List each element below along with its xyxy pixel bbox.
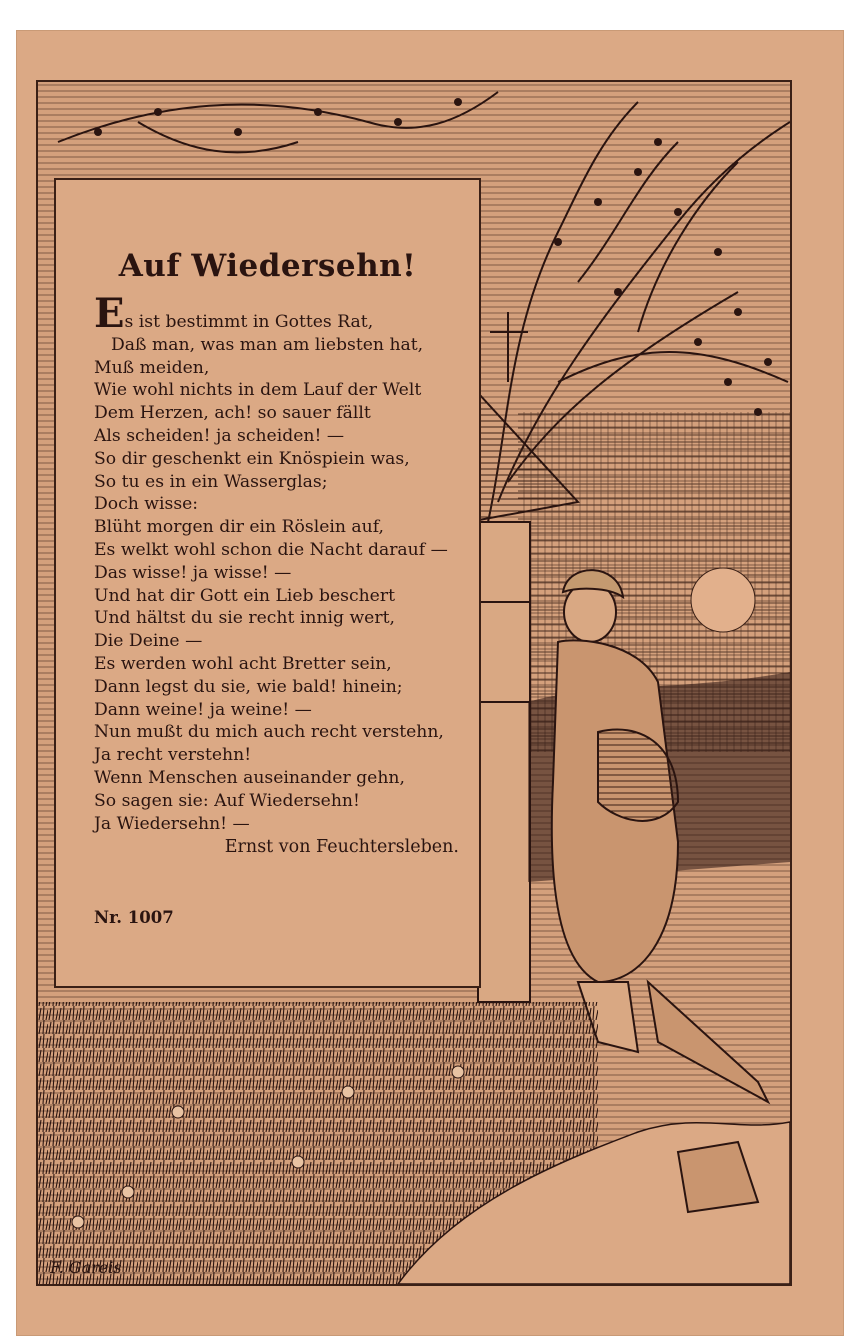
artist-signature: F. Gareis bbox=[50, 1258, 122, 1277]
poem-line: Daß man, was man am liebsten hat, bbox=[111, 334, 424, 355]
catalog-number: Nr. 1007 bbox=[94, 908, 174, 927]
poem-line: Ja recht verstehn! bbox=[94, 745, 252, 766]
poem-line: Es welkt wohl schon die Nacht darauf — bbox=[94, 539, 448, 560]
poem-line: Es werden wohl acht Bretter sein, bbox=[94, 653, 392, 674]
poem-panel bbox=[54, 178, 481, 988]
poem-lines bbox=[94, 290, 469, 835]
poem-line: Und hältst du sie recht innig wert, bbox=[94, 608, 395, 629]
poem-line: So sagen sie: Auf Wiedersehn! bbox=[94, 790, 360, 811]
poem-line: Und hat dir Gott ein Lieb beschert bbox=[94, 585, 395, 606]
poem-line: Muß meiden, bbox=[94, 357, 210, 378]
poem-author: Ernst von Feuchtersleben. bbox=[224, 837, 459, 857]
poem-line: Blüht morgen dir ein Röslein auf, bbox=[94, 517, 384, 538]
poem-line: So tu es in ein Wasserglas; bbox=[94, 471, 328, 492]
poem-line: Ja Wiedersehn! — bbox=[94, 813, 250, 834]
poem-line: Dem Herzen, ach! so sauer fällt bbox=[94, 403, 371, 424]
poem-line: Als scheiden! ja scheiden! — bbox=[94, 425, 345, 446]
poem-line: Dann legst du sie, wie bald! hinein; bbox=[94, 676, 403, 697]
poem-line: Nun mußt du mich auch recht verstehn, bbox=[94, 722, 444, 743]
poem-line: Wenn Menschen auseinander gehn, bbox=[94, 767, 405, 788]
poem-line: Es ist bestimmt in Gottes Rat, bbox=[94, 290, 374, 337]
poem-line: Die Deine — bbox=[94, 631, 203, 652]
poem-line: Wie wohl nichts in dem Lauf der Welt bbox=[94, 380, 422, 401]
poem-line: So dir geschenkt ein Knöspiein was, bbox=[94, 448, 410, 469]
poem-line: Doch wisse: bbox=[94, 494, 199, 515]
poem-title: Auf Wiedersehn! bbox=[118, 248, 417, 284]
poem-line: Dann weine! ja weine! — bbox=[94, 699, 312, 720]
moon bbox=[691, 568, 755, 632]
poem-line: Das wisse! ja wisse! — bbox=[94, 562, 292, 583]
